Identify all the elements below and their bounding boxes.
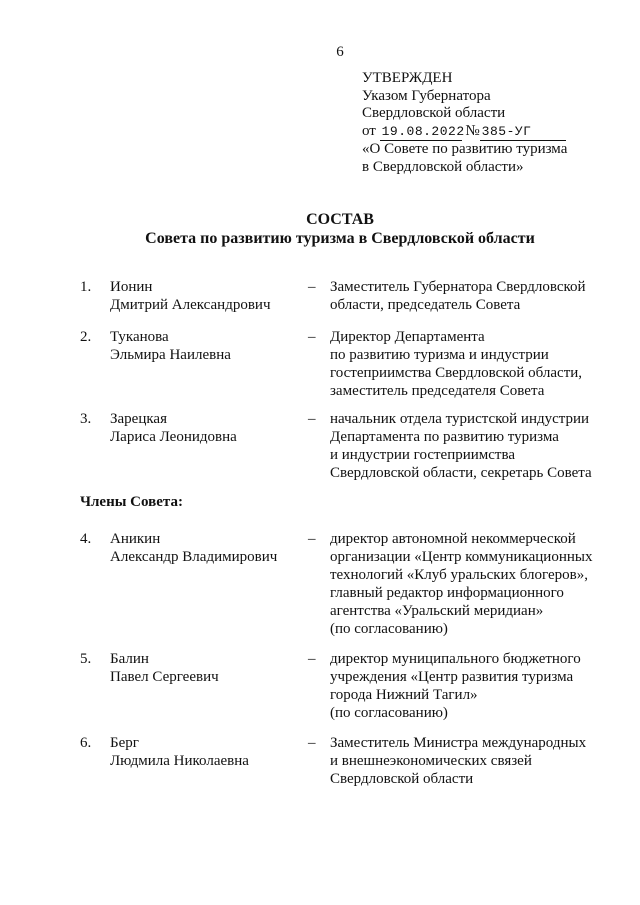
approval-line: УТВЕРЖДЕН [362,70,453,86]
member-position: Заместитель Губернатора Свердловской области, председатель Совета [330,279,586,313]
approval-date: 19.08.2022 [381,123,465,139]
document-title [0,210,640,248]
approval-line: «О Совете по развитию туризма [362,141,568,157]
approval-block [362,70,567,176]
title-sub: Совета по развитию туризма в Свердловской области [145,230,535,247]
dash: – [308,329,316,345]
member-number: 4. [80,531,92,547]
member-name: Туканова Эльмира Наилевна [110,329,231,363]
dash: – [308,531,316,547]
member-position: директор муниципального бюджетного учреждения «Центр развития туризма города Нижний Тагил» (по согласованию) [330,651,581,721]
approval-number: 385-УГ [481,123,532,139]
member-number: 2. [80,329,92,345]
dash: – [308,735,316,751]
member-name: Берг Людмила Николаевна [110,735,249,769]
number-prefix: № [465,122,480,139]
dash: – [308,411,316,427]
member-position: Заместитель Министра международных и внешнеэкономических связей Свердловской области [330,735,587,787]
member-number: 1. [80,279,92,295]
member-number: 6. [80,735,92,751]
member-name: Зарецкая Лариса Леонидовна [110,411,237,445]
approval-date-line [362,123,567,142]
dash: – [308,651,316,667]
date-prefix: от [362,122,376,139]
members-heading: Члены Совета: [80,494,183,510]
title-main: СОСТАВ [306,211,374,228]
member-position: Директор Департамента по развитию туризма и индустрии гостеприимства Свердловской области, заместитель председателя Совета [330,329,583,399]
member-position: директор автономной некоммерческой организации «Центр коммуникационных технологий «Клуб уральских блогеров», главный редактор информационного агентства «Уральский меридиан» (по согласованию) [330,531,593,637]
approval-line: Свердловской области [362,105,506,121]
approval-line: Указом Губернатора [362,87,491,104]
member-number: 5. [80,651,92,667]
member-number: 3. [80,411,92,427]
approval-line: в Свердловской области» [362,158,524,175]
dash: – [308,279,316,295]
member-name: Балин Павел Сергеевич [110,651,219,685]
member-position: начальник отдела туристской индустрии Департамента по развитию туризма и индустрии гостеприимства Свердловской области, секретарь Совета [330,411,592,481]
page-number: 6 [336,44,344,60]
member-name: Аникин Александр Владимирович [110,531,278,565]
member-name: Ионин Дмитрий Александрович [110,279,271,313]
